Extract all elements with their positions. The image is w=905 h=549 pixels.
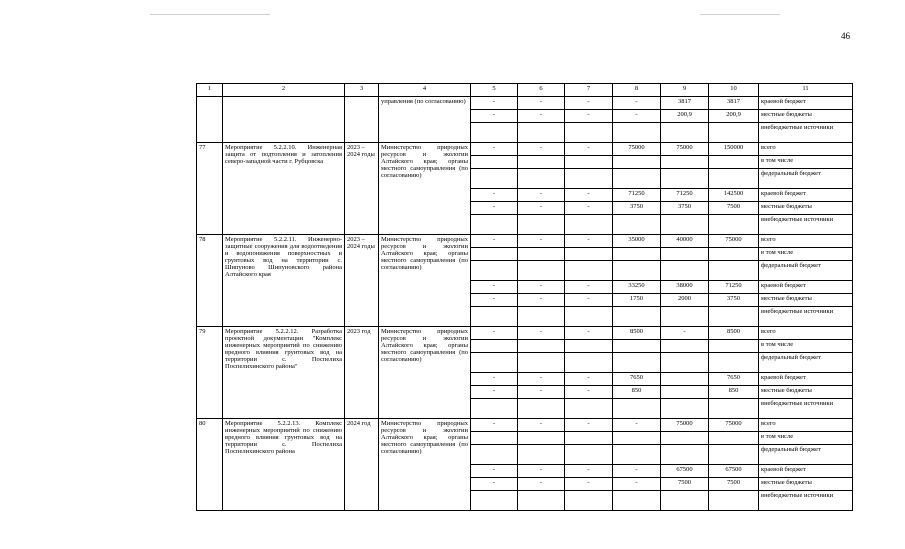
- value-cell-v6: -: [518, 294, 565, 307]
- page-number: 46: [841, 31, 850, 41]
- column-number-row: [197, 84, 853, 97]
- value-cell-v8: 7650: [613, 373, 661, 386]
- value-cell-v10: 75000: [709, 235, 759, 248]
- value-cell-v8: -: [613, 97, 661, 110]
- value-cell-v9: 200,9: [661, 110, 709, 123]
- value-cell-v7: -: [565, 143, 613, 156]
- value-cell-v9: 40000: [661, 235, 709, 248]
- value-cell-v7: [565, 399, 613, 419]
- funding-source-cell: всего: [759, 143, 853, 156]
- value-cell-v10: [709, 340, 759, 353]
- value-cell-v5: -: [471, 327, 518, 340]
- value-cell-v8: -: [613, 419, 661, 432]
- value-cell-v6: [518, 432, 565, 445]
- value-cell-v8: [613, 123, 661, 143]
- value-cell-v6: [518, 445, 565, 465]
- value-cell-v9: [661, 340, 709, 353]
- value-cell-v7: -: [565, 294, 613, 307]
- value-cell-v8: [613, 156, 661, 169]
- value-cell-v8: [613, 432, 661, 445]
- value-cell-v10: 67500: [709, 465, 759, 478]
- value-cell-v8: 35000: [613, 235, 661, 248]
- value-cell-v5: -: [471, 97, 518, 110]
- value-cell-v8: [613, 248, 661, 261]
- value-cell-v7: [565, 156, 613, 169]
- value-cell-v9: [661, 215, 709, 235]
- value-cell-v7: [565, 353, 613, 373]
- value-cell-v10: 850: [709, 386, 759, 399]
- value-cell-v6: -: [518, 235, 565, 248]
- row-number-cell: 77: [197, 143, 223, 235]
- value-cell-v10: 75000: [709, 419, 759, 432]
- value-cell-v7: -: [565, 465, 613, 478]
- value-cell-v8: [613, 353, 661, 373]
- column-number: 4: [379, 84, 471, 97]
- value-cell-v6: -: [518, 110, 565, 123]
- executor-cell: Министерство природных ресурсов и экологии Алтайского края; органы местного самоуправления (по согласованию): [379, 235, 471, 327]
- row-number-cell: 79: [197, 327, 223, 419]
- table-row: [197, 327, 853, 340]
- value-cell-v7: [565, 261, 613, 281]
- value-cell-v8: [613, 169, 661, 189]
- funding-source-cell: внебюджетные источники: [759, 399, 853, 419]
- value-cell-v7: -: [565, 235, 613, 248]
- value-cell-v5: [471, 123, 518, 143]
- value-cell-v5: -: [471, 281, 518, 294]
- value-cell-v7: [565, 491, 613, 511]
- value-cell-v5: [471, 353, 518, 373]
- value-cell-v10: 3750: [709, 294, 759, 307]
- table-row: [197, 235, 853, 248]
- period-cell: 2023 – 2024 годы: [345, 143, 379, 235]
- value-cell-v6: [518, 215, 565, 235]
- value-cell-v6: -: [518, 386, 565, 399]
- value-cell-v6: [518, 123, 565, 143]
- value-cell-v10: 8500: [709, 327, 759, 340]
- value-cell-v5: -: [471, 143, 518, 156]
- scan-artifact-line: [700, 14, 780, 15]
- funding-source-cell: внебюджетные источники: [759, 123, 853, 143]
- value-cell-v8: -: [613, 465, 661, 478]
- value-cell-v6: [518, 261, 565, 281]
- value-cell-v8: [613, 261, 661, 281]
- period-cell: 2023 – 2024 годы: [345, 235, 379, 327]
- funding-source-cell: в том числе: [759, 156, 853, 169]
- value-cell-v9: 38000: [661, 281, 709, 294]
- value-cell-v5: -: [471, 419, 518, 432]
- value-cell-v5: -: [471, 478, 518, 491]
- measure-name-cell: Мероприятие 5.2.2.11. Инженерно- защитные сооружения для водоотведения и водопонижения поверхностных и грунтовых вод на территории с. Шипуново Шипуновского района Алтайского края: [223, 235, 345, 327]
- value-cell-v5: [471, 399, 518, 419]
- value-cell-v7: -: [565, 373, 613, 386]
- value-cell-v8: [613, 445, 661, 465]
- funding-source-cell: краевой бюджет: [759, 97, 853, 110]
- value-cell-v7: [565, 248, 613, 261]
- value-cell-v7: [565, 307, 613, 327]
- funding-source-cell: федеральный бюджет: [759, 445, 853, 465]
- column-number: 9: [661, 84, 709, 97]
- value-cell-v9: 75000: [661, 143, 709, 156]
- value-cell-v10: [709, 123, 759, 143]
- value-cell-v6: -: [518, 143, 565, 156]
- value-cell-v5: [471, 491, 518, 511]
- value-cell-v10: [709, 432, 759, 445]
- measure-name-cell: Мероприятие 5.2.2.13. Комплекс инженерных мероприятий по снижению вредного влияния грунтовых вод на территории с. Поспелиха Поспелихинского района: [223, 419, 345, 511]
- value-cell-v5: -: [471, 373, 518, 386]
- value-cell-v9: 71250: [661, 189, 709, 202]
- funding-source-cell: в том числе: [759, 432, 853, 445]
- value-cell-v6: -: [518, 97, 565, 110]
- value-cell-v7: -: [565, 189, 613, 202]
- value-cell-v8: 8500: [613, 327, 661, 340]
- value-cell-v8: -: [613, 110, 661, 123]
- executor-cell: управления (по согласованию): [379, 97, 471, 143]
- program-table: [196, 83, 853, 511]
- value-cell-v10: 71250: [709, 281, 759, 294]
- value-cell-v7: -: [565, 281, 613, 294]
- value-cell-v6: -: [518, 202, 565, 215]
- funding-source-cell: местные бюджеты: [759, 202, 853, 215]
- value-cell-v9: 2000: [661, 294, 709, 307]
- column-number: 11: [759, 84, 853, 97]
- period-cell: 2023 год: [345, 327, 379, 419]
- value-cell-v5: [471, 432, 518, 445]
- column-number: 2: [223, 84, 345, 97]
- value-cell-v6: [518, 353, 565, 373]
- value-cell-v6: [518, 340, 565, 353]
- executor-cell: Министерство природных ресурсов и экологии Алтайского края; органы местного самоуправления (по согласованию): [379, 327, 471, 419]
- value-cell-v9: 3817: [661, 97, 709, 110]
- value-cell-v7: [565, 169, 613, 189]
- value-cell-v10: 7650: [709, 373, 759, 386]
- value-cell-v6: [518, 156, 565, 169]
- table-body: [197, 84, 853, 511]
- value-cell-v5: -: [471, 202, 518, 215]
- measure-name-cell: [223, 97, 345, 143]
- funding-source-cell: краевой бюджет: [759, 281, 853, 294]
- value-cell-v8: 75000: [613, 143, 661, 156]
- row-number-cell: [197, 97, 223, 143]
- value-cell-v8: [613, 399, 661, 419]
- value-cell-v8: 3750: [613, 202, 661, 215]
- value-cell-v10: 150000: [709, 143, 759, 156]
- value-cell-v5: [471, 156, 518, 169]
- funding-source-cell: федеральный бюджет: [759, 169, 853, 189]
- value-cell-v10: [709, 215, 759, 235]
- value-cell-v7: -: [565, 419, 613, 432]
- value-cell-v7: -: [565, 202, 613, 215]
- value-cell-v6: [518, 169, 565, 189]
- value-cell-v9: 67500: [661, 465, 709, 478]
- value-cell-v9: [661, 491, 709, 511]
- value-cell-v8: 1750: [613, 294, 661, 307]
- value-cell-v8: [613, 340, 661, 353]
- value-cell-v9: [661, 373, 709, 386]
- value-cell-v7: -: [565, 110, 613, 123]
- value-cell-v5: [471, 215, 518, 235]
- value-cell-v9: 3750: [661, 202, 709, 215]
- value-cell-v9: 75000: [661, 419, 709, 432]
- value-cell-v6: [518, 307, 565, 327]
- value-cell-v9: [661, 307, 709, 327]
- funding-source-cell: местные бюджеты: [759, 294, 853, 307]
- period-cell: [345, 97, 379, 143]
- value-cell-v9: -: [661, 327, 709, 340]
- value-cell-v5: [471, 248, 518, 261]
- value-cell-v7: -: [565, 97, 613, 110]
- value-cell-v6: [518, 491, 565, 511]
- funding-source-cell: в том числе: [759, 340, 853, 353]
- value-cell-v6: -: [518, 419, 565, 432]
- funding-source-cell: федеральный бюджет: [759, 353, 853, 373]
- value-cell-v9: [661, 261, 709, 281]
- table-row: [197, 419, 853, 432]
- value-cell-v7: -: [565, 386, 613, 399]
- value-cell-v5: [471, 307, 518, 327]
- value-cell-v7: [565, 215, 613, 235]
- value-cell-v5: [471, 261, 518, 281]
- row-number-cell: 80: [197, 419, 223, 511]
- funding-source-cell: внебюджетные источники: [759, 491, 853, 511]
- scan-artifact-line: [150, 14, 270, 15]
- column-number: 7: [565, 84, 613, 97]
- value-cell-v10: 7500: [709, 202, 759, 215]
- value-cell-v8: 850: [613, 386, 661, 399]
- value-cell-v8: 33250: [613, 281, 661, 294]
- value-cell-v6: -: [518, 327, 565, 340]
- value-cell-v10: 142500: [709, 189, 759, 202]
- value-cell-v6: -: [518, 465, 565, 478]
- funding-source-cell: внебюджетные источники: [759, 307, 853, 327]
- funding-source-cell: краевой бюджет: [759, 373, 853, 386]
- value-cell-v10: [709, 156, 759, 169]
- funding-source-cell: местные бюджеты: [759, 110, 853, 123]
- value-cell-v9: [661, 123, 709, 143]
- value-cell-v10: 200,9: [709, 110, 759, 123]
- measure-name-cell: Мероприятие 5.2.2.10. Инженерная защита от подтопления и затопления северо-западной части г. Рубцовска: [223, 143, 345, 235]
- value-cell-v7: -: [565, 478, 613, 491]
- value-cell-v8: [613, 215, 661, 235]
- value-cell-v6: -: [518, 478, 565, 491]
- funding-source-cell: федеральный бюджет: [759, 261, 853, 281]
- column-number: 10: [709, 84, 759, 97]
- value-cell-v7: [565, 432, 613, 445]
- value-cell-v5: [471, 445, 518, 465]
- value-cell-v9: [661, 432, 709, 445]
- value-cell-v6: -: [518, 189, 565, 202]
- value-cell-v9: [661, 248, 709, 261]
- value-cell-v6: -: [518, 281, 565, 294]
- value-cell-v10: [709, 261, 759, 281]
- funding-source-cell: всего: [759, 419, 853, 432]
- value-cell-v7: [565, 123, 613, 143]
- row-number-cell: 78: [197, 235, 223, 327]
- value-cell-v10: [709, 169, 759, 189]
- column-number: 5: [471, 84, 518, 97]
- funding-source-cell: в том числе: [759, 248, 853, 261]
- table-row: [197, 143, 853, 156]
- value-cell-v7: [565, 445, 613, 465]
- column-number: 6: [518, 84, 565, 97]
- funding-source-cell: краевой бюджет: [759, 189, 853, 202]
- value-cell-v5: -: [471, 235, 518, 248]
- value-cell-v10: [709, 445, 759, 465]
- value-cell-v5: [471, 340, 518, 353]
- funding-source-cell: местные бюджеты: [759, 386, 853, 399]
- value-cell-v5: -: [471, 294, 518, 307]
- value-cell-v10: [709, 399, 759, 419]
- value-cell-v5: [471, 169, 518, 189]
- column-number: 1: [197, 84, 223, 97]
- value-cell-v10: [709, 248, 759, 261]
- funding-source-cell: краевой бюджет: [759, 465, 853, 478]
- executor-cell: Министерство природных ресурсов и экологии Алтайского края; органы местного самоуправления (по согласованию): [379, 419, 471, 511]
- value-cell-v9: [661, 445, 709, 465]
- table-row: [197, 97, 853, 110]
- column-number: 3: [345, 84, 379, 97]
- value-cell-v5: -: [471, 386, 518, 399]
- value-cell-v5: -: [471, 189, 518, 202]
- value-cell-v5: -: [471, 465, 518, 478]
- funding-source-cell: внебюджетные источники: [759, 215, 853, 235]
- value-cell-v9: [661, 399, 709, 419]
- value-cell-v10: [709, 491, 759, 511]
- measure-name-cell: Мероприятие 5.2.2.12. Разработка проектной документации "Комплекс инженерных мероприятий по снижению вредного влияния грунтовых вод на территории с. Поспелиха Поспелихинского района": [223, 327, 345, 419]
- value-cell-v7: [565, 340, 613, 353]
- value-cell-v10: 7500: [709, 478, 759, 491]
- value-cell-v6: [518, 399, 565, 419]
- period-cell: 2024 год: [345, 419, 379, 511]
- value-cell-v10: [709, 353, 759, 373]
- value-cell-v7: -: [565, 327, 613, 340]
- executor-cell: Министерство природных ресурсов и экологии Алтайского края; органы местного самоуправления (по согласованию): [379, 143, 471, 235]
- value-cell-v8: -: [613, 478, 661, 491]
- value-cell-v8: [613, 307, 661, 327]
- value-cell-v8: [613, 491, 661, 511]
- value-cell-v10: 3817: [709, 97, 759, 110]
- value-cell-v9: 7500: [661, 478, 709, 491]
- value-cell-v5: -: [471, 110, 518, 123]
- value-cell-v9: [661, 386, 709, 399]
- funding-source-cell: всего: [759, 235, 853, 248]
- value-cell-v10: [709, 307, 759, 327]
- column-number: 8: [613, 84, 661, 97]
- funding-source-cell: всего: [759, 327, 853, 340]
- funding-source-cell: местные бюджеты: [759, 478, 853, 491]
- value-cell-v9: [661, 156, 709, 169]
- value-cell-v9: [661, 353, 709, 373]
- value-cell-v8: 71250: [613, 189, 661, 202]
- value-cell-v9: [661, 169, 709, 189]
- value-cell-v6: -: [518, 373, 565, 386]
- value-cell-v6: [518, 248, 565, 261]
